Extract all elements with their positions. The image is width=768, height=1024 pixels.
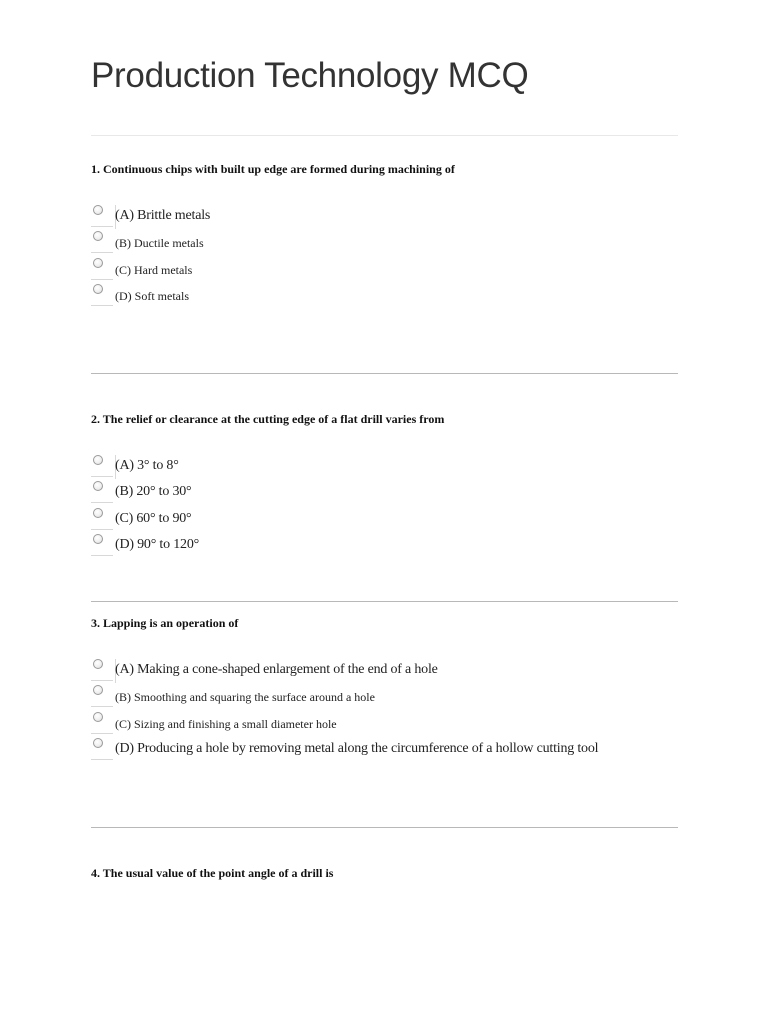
radio-button-icon[interactable] — [93, 534, 103, 544]
radio-button-icon[interactable] — [93, 685, 103, 695]
radio-button-icon[interactable] — [93, 231, 103, 241]
option-label: (A) 3° to 8° — [115, 458, 179, 473]
option-label: (C) 60° to 90° — [115, 510, 192, 526]
question-2-text: 2. The relief or clearance at the cutting edge of a flat drill varies from — [91, 412, 445, 426]
option-label: (A) Brittle metals — [115, 208, 211, 223]
option-label: (B) 20° to 30° — [115, 484, 192, 500]
option-label: (A) Making a cone-shaped enlargement of the end of a hole — [115, 662, 438, 677]
question-divider — [91, 827, 678, 828]
question-divider — [91, 373, 678, 374]
option-label: (B) Ductile metals — [115, 236, 204, 251]
page-title: Production Technology MCQ — [91, 56, 529, 95]
question-3-text: 3. Lapping is an operation of — [91, 616, 239, 630]
option-label: (C) Hard metals — [115, 262, 193, 277]
radio-button-icon[interactable] — [93, 455, 103, 465]
option-label: (B) Smoothing and squaring the surface around a hole — [115, 690, 375, 705]
option-label: (D) Producing a hole by removing metal along the circumference of a hollow cutting tool — [115, 740, 599, 756]
radio-button-icon[interactable] — [93, 481, 103, 491]
radio-button-icon[interactable] — [93, 205, 103, 215]
option-label: (C) Sizing and finishing a small diameter hole — [115, 716, 337, 731]
question-1-text: 1. Continuous chips with built up edge are formed during machining of — [91, 162, 455, 176]
option-label: (D) 90° to 120° — [115, 536, 200, 552]
radio-button-icon[interactable] — [93, 508, 103, 518]
radio-button-icon[interactable] — [93, 738, 103, 748]
question-4-text: 4. The usual value of the point angle of a drill is — [91, 866, 334, 880]
question-divider — [91, 601, 678, 602]
title-divider — [91, 135, 678, 136]
option-label: (D) Soft metals — [115, 288, 189, 303]
radio-button-icon[interactable] — [93, 284, 103, 294]
radio-button-icon[interactable] — [93, 712, 103, 722]
radio-button-icon[interactable] — [93, 258, 103, 268]
radio-button-icon[interactable] — [93, 659, 103, 669]
